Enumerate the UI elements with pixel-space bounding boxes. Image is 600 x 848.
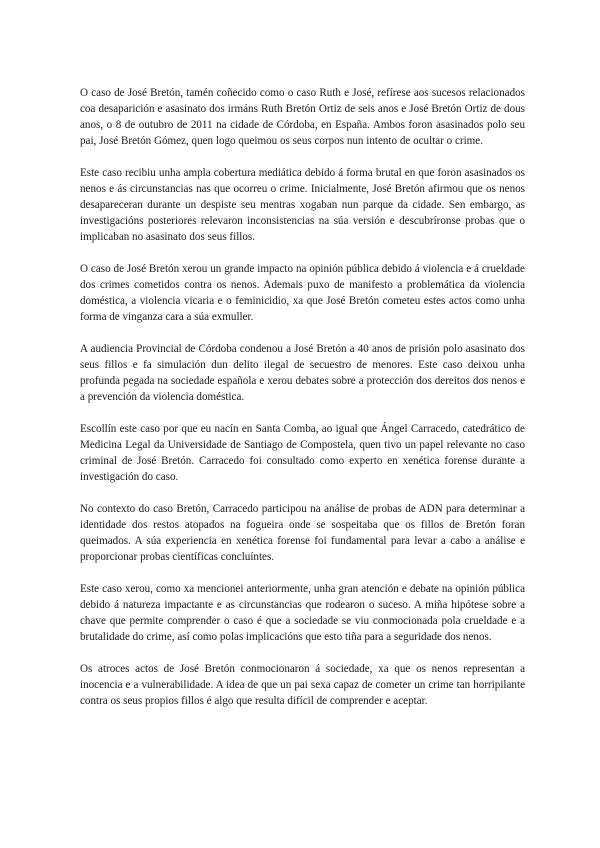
document-page: [80, 85, 525, 725]
paragraph-3: O caso de José Bretón xerou un grande impacto na opinión pública debido á violencia e á crueldade dos crimes cometidos contra os nenos. Ademais puxo de manifesto a problemática da violencia doméstica, a violencia vicaria e o feminicidio, xa que José Bretón cometeu estes actos como unha forma de vinganza cara a súa exmuller.: [80, 263, 525, 323]
paragraph-7: Este caso xerou, como xa mencionei anteriormente, unha gran atención e debate na opinión pública debido á natureza impactante e as circunstancias que rodearon o suceso. A miña hipótese sobre a chave que permite comprender o caso é que a sociedade se viu conmocionada pola crueldade e a brutalidade do crime, así como polas implicacións que esto tiña para a seguridade dos nenos.: [80, 583, 525, 643]
paragraph-2: Este caso recibiu unha ampla cobertura mediática debido á forma brutal en que foron asasinados os nenos e ás circunstancias nas que ocorreu o crime. Inicialmente, José Bretón afirmou que os nenos desapareceran durante un despiste seu mentras xogaban nun parque da cidade. Sen embargo, as investigacións posteriores relevaron inconsistencias na súa versión e descubríronse probas que o implicaban no asasinato dos seus fillos.: [80, 167, 525, 243]
paragraph-5: Escollín este caso por que eu nacín en Santa Comba, ao igual que Ángel Carracedo, catedrático de Medicina Legal da Universidade de Santiago de Compostela, quen tivo un papel relevante no caso criminal de José Bretón. Carracedo foi consultado como experto en xenética forense durante a investigación do caso.: [80, 423, 525, 483]
paragraph-4: A audiencia Provincial de Córdoba condenou a José Bretón a 40 anos de prisión polo asasinato dos seus fillos e fa simulación dun delito ilegal de secuestro de menores. Este caso deixou unha profunda pegada na sociedade española e xerou debates sobre a protección dos dereitos dos nenos e a prevención da violencia doméstica.: [80, 343, 525, 403]
paragraph-8: Os atroces actos de José Bretón conmocionaron á sociedade, xa que os nenos representan a inocencia e a vulnerabilidade. A idea de que un pai sexa capaz de cometer un crime tan horripilante contra os seus propios fillos é algo que resulta difícil de comprender e aceptar.: [80, 663, 525, 707]
paragraph-6: No contexto do caso Bretón, Carracedo participou na análise de probas de ADN para determinar a identidade dos restos atopados na fogueira onde se sospeitaba que os fillos de Bretón foran queimados. A súa experiencia en xenética forense foi fundamental para levar a cabo a análise e proporcionar probas científicas concluíntes.: [80, 503, 525, 563]
paragraph-1: O caso de José Bretón, tamén coñecido como o caso Ruth e José, refírese aos sucesos relacionados coa desaparición e asasinato dos irmáns Ruth Bretón Ortiz de seis anos e José Bretón Ortiz de dous anos, o 8 de outubro de 2011 na cidade de Córdoba, en España. Ambos foron asasinados polo seu pai, José Bretón Gómez, quen logo queimou os seus corpos nun intento de ocultar o crime.: [80, 87, 525, 147]
